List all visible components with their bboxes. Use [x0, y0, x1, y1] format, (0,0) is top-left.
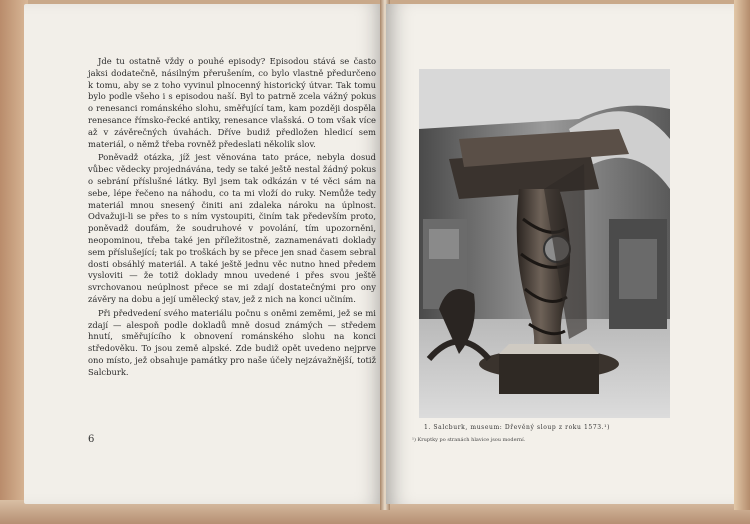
wooden-column-photo	[419, 69, 670, 418]
paragraph: Poněvadž otázka, jíž jest věnována tato práce, nebyla dosud vůbec vědecky projednávána, tedy se také ještě nestal žádný pokus o sebrání příslušné látky. Byl jsem tak odkázán v té věci sám na sebe, lépe řečeno na náhodu, co ta mi vloží do ruky. Nemůže tedy materiál mnou snesený činiti ani zdaleka nároku na úplnost. Odvažuji-li se přes to s ním vystoupiti, činím tak především proto, poněvadž doufám, že soudruhové v povolání, tím upozorněni, neopominou, třeba také jen příležitostně, zaznamenávati doklady sem příslušející; tak po troškách by se přece jen snad časem sebral dosti obsáhlý materiál. A také ještě jednu věc nutno hned předem vysloviti — že totiž doklady mnou uvedené i přes svou ještě svrchovanou neúplnost přece se mi zdají dostatečnými pro ony závěry na dobu a její umělecký stav, jež z nich na konci učiním.	[88, 152, 376, 304]
plate-caption: 1. Salcburk, museum: Dřevěný sloup z roku 1573.¹)	[424, 424, 611, 431]
page-number: 6	[88, 434, 95, 445]
paragraph: Jde tu ostatně vždy o pouhé episody? Episodou stává se často jaksi dodatečně, násilným přerušením, co bylo vlastně předurčeno k tomu, aby se z toho vyvinul plnocenný historický útvar. Tak tomu bylo podle všeho i s episodou naší. Byl to patrně zcela vážný pokus o renesanci románského slohu, směřující tam, kam později dospěla renesance římsko-řecké antiky, renesance vlašská. O tom však více až v závěrečných úvahách. Dříve budiž předložen hledicí sem materiál, o němž třeba rovněž předeslati několik slov.	[88, 56, 376, 149]
cover-edge-right	[734, 0, 750, 510]
photo-plate	[419, 69, 670, 418]
paragraph: Při předvedení svého materiálu počnu s oněmi zeměmi, jež se mi zdají — alespoň podle dokladů mně dosud známých — středem hnutí, směřujícího k obnovení románského slohu na konci středověku. To jsou země alpské. Zde budiž opět uvedeno nejprve ono místo, jež obsahuje památky pro naše účely nejzávažnější, totiž Salcburk.	[88, 307, 376, 377]
body-text	[88, 56, 376, 381]
plate-footnote: ¹) Kruptky po stranách hlavice jsou moderní.	[412, 437, 526, 443]
